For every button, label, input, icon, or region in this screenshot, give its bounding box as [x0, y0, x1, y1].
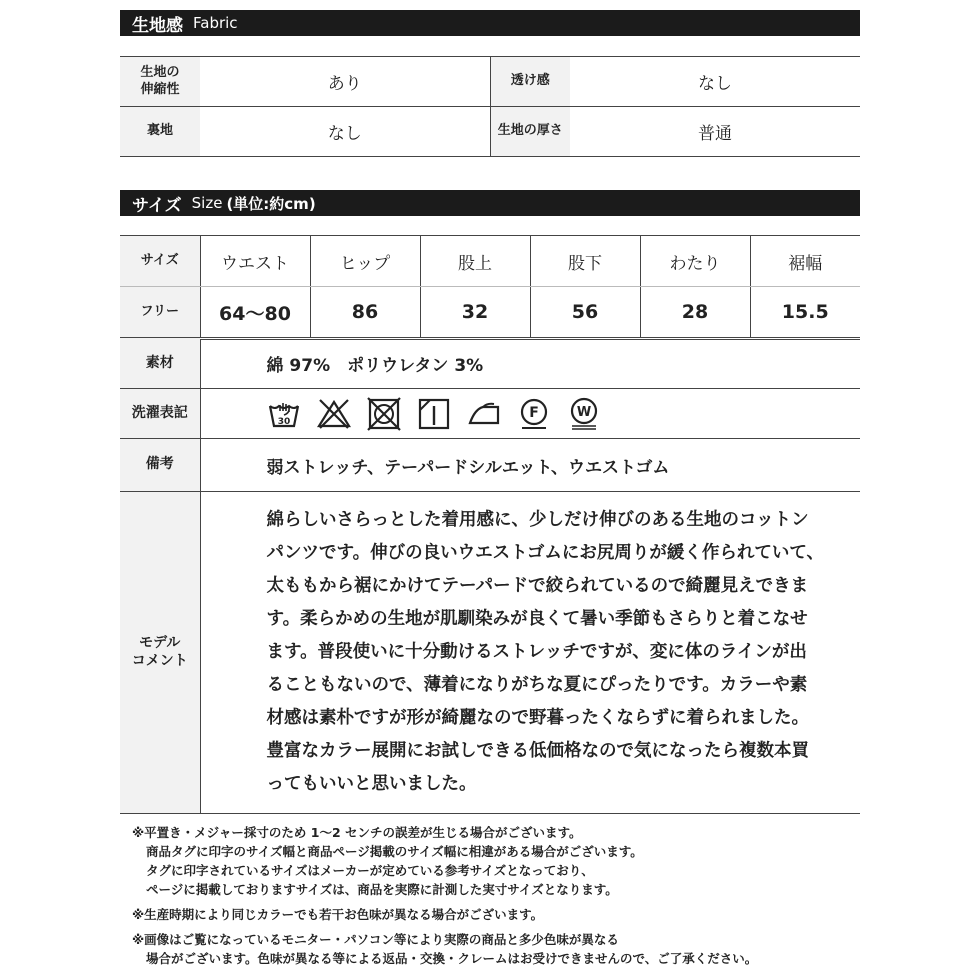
care-icons-cell [200, 389, 860, 439]
care-row [120, 389, 860, 439]
size-title-jp: サイズ [132, 195, 182, 216]
comment-line: 太ももから裾にかけてテーパードで絞られているので綺麗見えできま [266, 576, 809, 596]
comment-line: ます。普段使いに十分動けるストレッチですが、変に体のラインが出 [266, 642, 807, 662]
fabric-section-header [120, 10, 860, 36]
fabric-title-jp: 生地感 [132, 15, 183, 36]
note-line: タグに印字されているサイズはメーカーが定めている参考サイズとなっており、 [146, 863, 594, 878]
thickness-value: 普通 [698, 124, 732, 144]
stretch-label: 生地の 伸縮性 [120, 57, 200, 107]
notes [132, 823, 852, 968]
material-label: 素材 [120, 339, 200, 389]
note-line: 場合がございます。色味が異なる等による返品・交換・クレームはお受けできませんので、ご了承ください。 [146, 951, 758, 966]
comment-line: す。柔らかめの生地が肌馴染みが良くて暑い季節もさらりと着こなせ [266, 609, 808, 629]
size-title-en: Size [191, 194, 223, 212]
remarks-value: 弱ストレッチ、テーパードシルエット、ウエストゴム [200, 439, 860, 492]
sheerness-value: なし [570, 57, 860, 107]
comment-line: 豊富なカラー展開にお試しできる低価格なので気になったら複数本買 [266, 741, 809, 761]
thickness-label: 生地の厚さ [490, 107, 570, 157]
fabric-table [120, 56, 860, 157]
note-line: ※画像はご覧になっているモニター・パソコン等により実際の商品と多少色味が異なる [132, 932, 619, 947]
comment-body [200, 492, 860, 814]
note-line: ※平置き・メジャー採寸のため 1〜2 センチの誤差が生じる場合がございます。 [132, 825, 582, 840]
size-value-cell: 32 [420, 287, 530, 339]
hand-wash-temp: 30 [277, 416, 290, 427]
hand-wash-30-icon [267, 397, 301, 431]
comment-line: パンツです。伸びの良いウエストゴムにお尻周りが緩く作られていて、 [266, 543, 825, 563]
line-dry-shade-icon [417, 397, 451, 431]
size-header-cell: ヒップ [310, 236, 420, 287]
iron-low-icon [467, 397, 501, 431]
size-header-cell: 裾幅 [750, 236, 860, 287]
comment-line: ってもいいと思いました。 [266, 774, 477, 794]
lining-value: なし [327, 124, 362, 144]
size-header-cell: サイズ [120, 236, 200, 287]
size-header-cell: 股上 [420, 236, 530, 287]
size-section-header [120, 190, 860, 216]
size-header-cell: 股下 [530, 236, 640, 287]
care-label: 洗濯表記 [120, 389, 200, 439]
comment-row [120, 492, 860, 814]
fabric-row [120, 57, 860, 107]
fabric-title-en: Fabric [193, 14, 238, 32]
size-header-row [120, 236, 860, 287]
care-icons [267, 397, 861, 431]
size-value-cell: 15.5 [750, 287, 860, 339]
size-value-cell: 64〜80 [200, 287, 310, 339]
size-header-cell: わたり [640, 236, 750, 287]
material-value: 綿 97% ポリウレタン 3% [200, 339, 860, 389]
fabric-row [120, 107, 860, 157]
info-table [120, 339, 860, 814]
size-value-cell: 28 [640, 287, 750, 339]
dry-clean-letter: F [528, 404, 539, 421]
material-row [120, 339, 860, 389]
size-header-cell: ウエスト [200, 236, 310, 287]
wet-clean-letter: W [576, 404, 591, 420]
comment-label: モデル コメント [120, 492, 200, 814]
no-tumble-dry-icon [367, 397, 401, 431]
size-value-cell: フリー [120, 287, 200, 339]
lining-label: 裏地 [120, 107, 200, 157]
size-value-cell: 86 [310, 287, 420, 339]
size-value-cell: 56 [530, 287, 640, 339]
size-unit: (単位:約cm) [226, 194, 316, 213]
comment-line: 綿らしいさらっとした着用感に、少しだけ伸びのある生地のコットン [266, 510, 809, 530]
dry-clean-f-icon [517, 397, 551, 431]
note-line: ※生産時期により同じカラーでも若干お色味が異なる場合がございます。 [132, 907, 544, 922]
stretch-value: あり [200, 57, 490, 107]
note-line: 商品タグに印字のサイズ幅と商品ページ掲載のサイズ幅に相違がある場合がございます。 [146, 844, 643, 859]
comment-line: ることもないので、薄着になりがちな夏にぴったりです。カラーや素 [266, 675, 808, 695]
size-value-row [120, 287, 860, 339]
wet-clean-w-icon [567, 397, 601, 431]
sheerness-label: 透け感 [490, 57, 570, 107]
size-table [120, 235, 860, 340]
no-bleach-icon [317, 397, 351, 431]
comment-line: 材感は素朴ですが形が綺麗なので野暮ったくならずに着られました。 [266, 708, 809, 728]
remarks-row [120, 439, 860, 492]
note-line: ページに掲載しておりますサイズは、商品を実際に計測した実寸サイズとなります。 [146, 882, 618, 897]
remarks-label: 備考 [120, 439, 200, 492]
